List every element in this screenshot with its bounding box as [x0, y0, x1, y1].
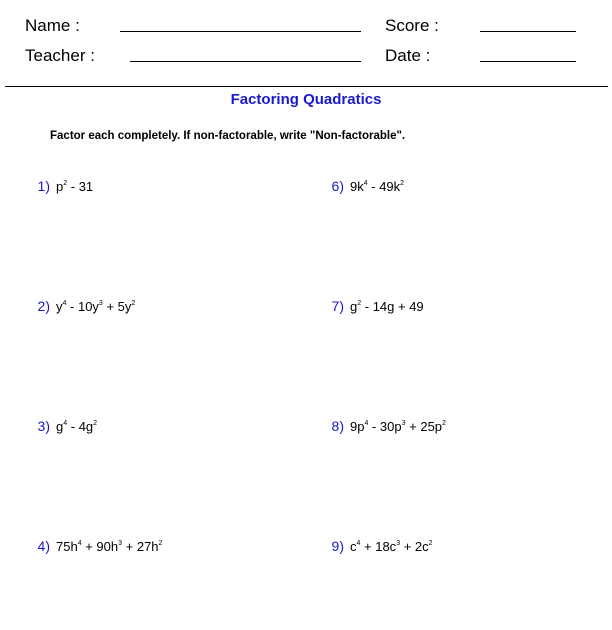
date-label: Date :	[385, 46, 431, 65]
problem-number: 9)	[331, 538, 344, 554]
problem-number: 2)	[37, 298, 50, 314]
worksheet-title: Factoring Quadratics	[230, 91, 382, 108]
problem-item	[324, 418, 446, 434]
problem-expression: $c^4 + 18c^3 + 2c^2$	[350, 539, 433, 554]
problem-expression: $75h^4 + 90h^3 + 27h^2$	[56, 539, 163, 554]
problem-expression: $g^4 - 4g^2$	[56, 419, 98, 434]
problem-item	[30, 418, 97, 434]
name-label: Name :	[25, 16, 80, 35]
header-divider	[5, 86, 608, 87]
name-blank-line[interactable]	[120, 31, 361, 32]
teacher-blank-line[interactable]	[130, 61, 361, 62]
problem-number: 4)	[37, 538, 50, 554]
problem-expression: $y^4 - 10y^3 + 5y^2$	[56, 299, 136, 314]
problem-expression: $9p^4 - 30p^3 + 25p^2$	[350, 419, 446, 434]
problem-item	[30, 178, 93, 194]
teacher-label: Teacher :	[25, 46, 95, 65]
problem-number: 8)	[331, 418, 344, 434]
problem-expression: $g^2 - 14g + 49$	[350, 299, 424, 314]
score-blank-line[interactable]	[480, 31, 576, 32]
instructions: Factor each completely. If non-factorable, write "Non-factorable".	[50, 130, 406, 142]
problem-number: 1)	[37, 178, 50, 194]
problem-number: 6)	[331, 178, 344, 194]
date-blank-line[interactable]	[480, 61, 576, 62]
problem-item	[324, 298, 424, 314]
problem-expression: $p^2 - 31$	[56, 179, 94, 194]
problem-item	[30, 538, 162, 554]
problem-item	[324, 178, 404, 194]
problem-item	[30, 298, 135, 314]
score-label: Score :	[385, 16, 439, 35]
problem-number: 3)	[37, 418, 50, 434]
problem-number: 7)	[331, 298, 344, 314]
problem-item	[324, 538, 433, 554]
problem-expression: $9k^4 - 49k^2$	[350, 179, 405, 194]
